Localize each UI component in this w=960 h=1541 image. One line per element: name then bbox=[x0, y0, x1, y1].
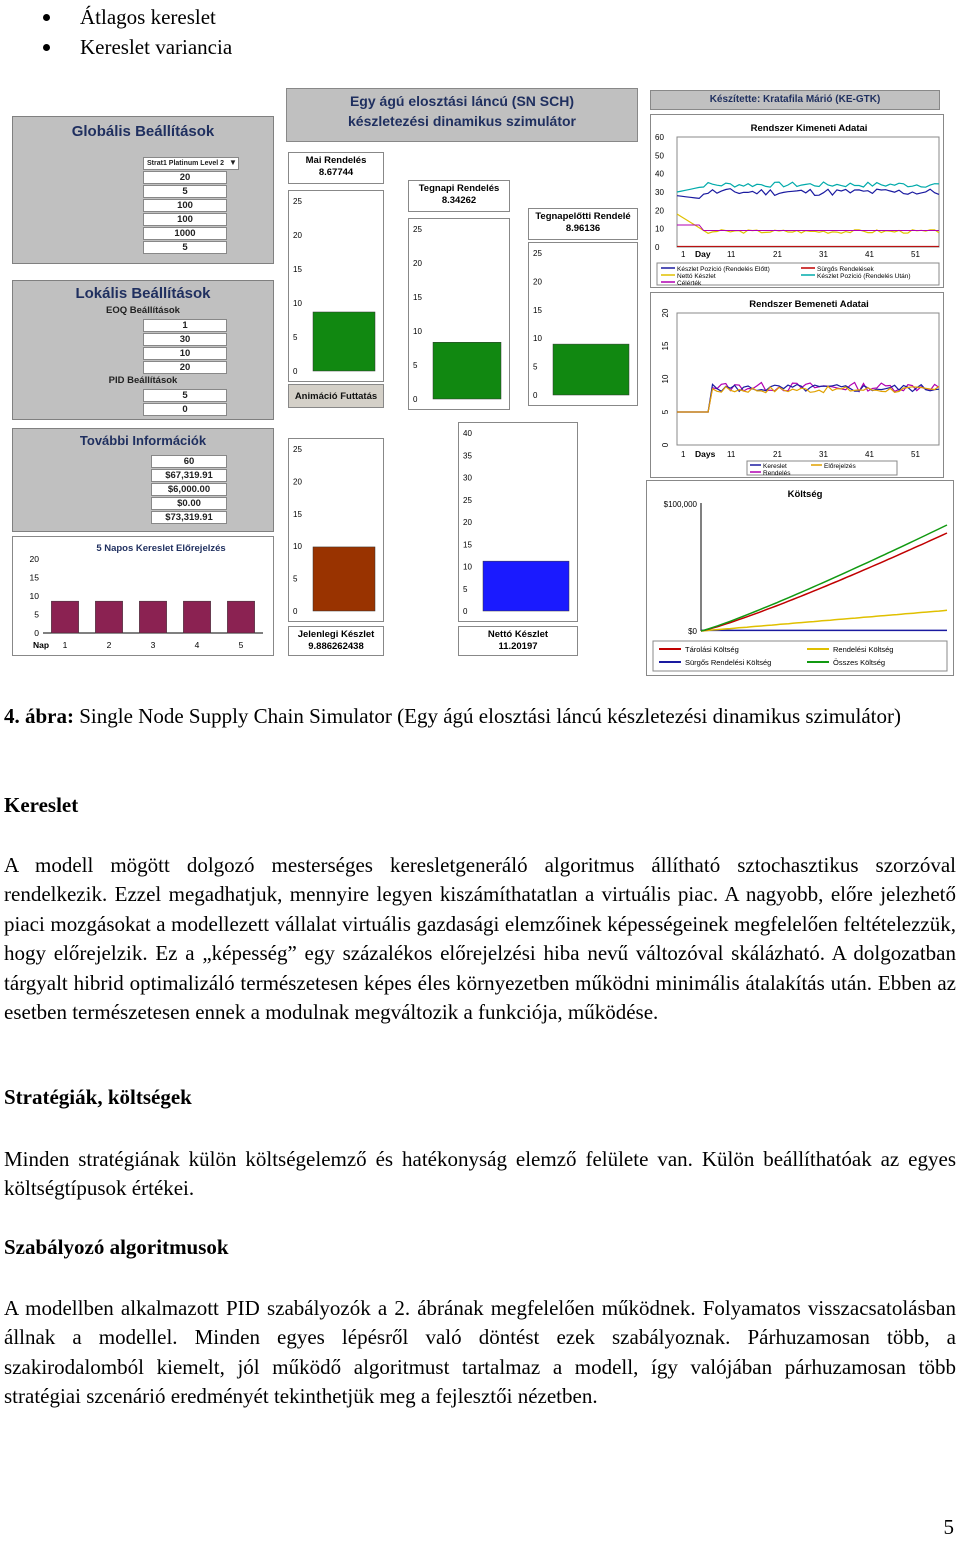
legend-entry: Összes Költség bbox=[833, 658, 886, 667]
tank-tick-label: 10 bbox=[463, 562, 472, 572]
author-banner bbox=[650, 90, 940, 110]
tank-tick-label: 20 bbox=[413, 259, 422, 268]
tank-svg bbox=[289, 439, 383, 621]
animation-run-button[interactable]: Animáció Futtatás bbox=[288, 384, 384, 408]
setting-input[interactable]: 5 bbox=[143, 185, 227, 198]
legend-entry: Kereslet bbox=[763, 463, 787, 470]
legend-entry: Rendelés bbox=[763, 470, 791, 477]
legend-entry: Készlet Pozíció (Rendelés Előtt) bbox=[677, 266, 770, 273]
y-tick-label: $0 bbox=[688, 627, 697, 636]
forecast-bar bbox=[139, 601, 166, 633]
legend-entry: Nettó Készlet bbox=[677, 273, 716, 280]
tank-tick-label: 20 bbox=[463, 518, 472, 527]
simulator-title-banner bbox=[286, 88, 638, 142]
tank-tick-label: 20 bbox=[293, 231, 302, 240]
output-chart-xlabel: Day bbox=[695, 249, 711, 259]
y-tick-label: 10 bbox=[29, 591, 39, 601]
author-text: Készítette: Kratafila Márió (KE-GTK) bbox=[709, 94, 881, 105]
legend-entry: Sürgős Rendelési Költség bbox=[685, 658, 772, 667]
cost-chart-svg bbox=[647, 481, 953, 675]
tank-tick-label: 35 bbox=[463, 451, 472, 461]
setting-input[interactable]: 30 bbox=[143, 333, 227, 346]
setting-input[interactable]: 5 bbox=[143, 241, 227, 254]
section-paragraph: Minden stratégiának külön költségelemző és hatékonyság elemző felülete van. Külön beállíthatóak az egyes költségtípusok értékei. bbox=[4, 1147, 956, 1201]
tank-tick-label: 15 bbox=[463, 540, 472, 550]
page-number: 5 bbox=[943, 1515, 954, 1539]
y-tick-label: 15 bbox=[661, 341, 670, 351]
section-paragraph: A modellben alkalmazott PID szabályozók a 2. ábrának megfelelően működnek. Folyamatos visszacsatolásban állnak a modellel. Minden egyes lépésről való döntést ezek szabályoznak. Párhuzamosan több, a szakirodalomból kiemelt, jól működő algoritmust tartalmaz a modell, így valójában párhuzamosan több stratégiai szcenárió eredményét tekinthetjük meg a fejlesztői nézetben. bbox=[4, 1296, 956, 1409]
info-panel bbox=[12, 428, 274, 532]
x-tick-label: 21 bbox=[773, 250, 782, 259]
tank-tick-label: 15 bbox=[293, 265, 302, 274]
tank-svg bbox=[289, 191, 383, 381]
plot-area bbox=[677, 313, 939, 445]
forecast-bar bbox=[95, 601, 122, 633]
bullet-item: Átlagos kereslet bbox=[40, 2, 232, 32]
strategy-select[interactable]: Strat1 Platinum Level 2 bbox=[143, 157, 239, 170]
y-tick-label: $100,000 bbox=[663, 500, 697, 509]
simulator-title-line1: Egy ágú elosztási láncú (SN SCH) bbox=[349, 93, 575, 109]
tank-tick-label: 30 bbox=[463, 473, 472, 483]
global-settings-panel bbox=[12, 116, 274, 264]
x-tick-label: 21 bbox=[773, 450, 782, 459]
x-tick-label: 1 bbox=[681, 450, 686, 459]
setting-input[interactable]: 0 bbox=[143, 403, 227, 416]
forecast-xlabel: Nap bbox=[32, 640, 50, 650]
tank-tick-label: 15 bbox=[533, 305, 542, 315]
output-chart bbox=[650, 114, 944, 288]
x-tick-label: 41 bbox=[865, 250, 874, 259]
forecast-bar bbox=[51, 601, 78, 633]
section-paragraph: A modell mögött dolgozó mesterséges keresletgeneráló algoritmus állítható sztochasztikus szorzóval rendelkezik. Ezzel megadhatjuk, mennyire legyen kiszámíthatatlan a virtuális piac. A nagyobb, előre jelezhető piaci mozgásokat a modellezett vállalat virtuális gazdasági elemzőinek képességeinek megfelelően feltételezzük, hogy előrejelzik. Ez a „képesség” egy százalékos előrejelzési hiba nevű változóval skálázható. A dolgozatban tárgyalt hibrid optimalizáló természetesen képes éles környezetben működni minimális átalakítás után. Ebben az esetben természetesen ennek a modulnak megváltozik a funkciója, működése. bbox=[4, 853, 956, 1025]
tank-tick-label: 10 bbox=[293, 542, 302, 552]
input-chart-xlabel: Days bbox=[695, 449, 716, 459]
jelenlegi-keszlet-tank bbox=[288, 438, 384, 622]
mai-rendeles-tank bbox=[288, 190, 384, 382]
tank-tick-label: 25 bbox=[533, 249, 542, 258]
tank-fill bbox=[313, 547, 375, 611]
forecast-bar bbox=[227, 601, 254, 633]
tank-tick-label: 20 bbox=[293, 477, 302, 487]
tank-fill bbox=[553, 344, 629, 395]
cost-chart bbox=[646, 480, 954, 676]
tank-tick-label: 0 bbox=[463, 607, 468, 616]
x-tick-label: 5 bbox=[238, 640, 244, 650]
input-chart bbox=[650, 292, 944, 478]
x-tick-label: 31 bbox=[819, 450, 828, 459]
tank-svg bbox=[529, 243, 637, 405]
figure-caption bbox=[4, 702, 956, 731]
tank-tick-label: 5 bbox=[293, 333, 298, 342]
tank-fill bbox=[433, 342, 501, 399]
tank-tick-label: 0 bbox=[293, 367, 298, 376]
y-tick-label: 0 bbox=[661, 442, 670, 448]
info-value: $67,319.91 bbox=[151, 469, 227, 482]
jelenlegi-keszlet-label: Jelenlegi Készlet 9.886262438 bbox=[288, 626, 384, 656]
y-tick-label: 20 bbox=[655, 206, 664, 216]
tank-tick-label: 40 bbox=[463, 429, 472, 438]
y-tick-label: 10 bbox=[655, 224, 664, 234]
tank-svg bbox=[409, 219, 509, 409]
tank-tick-label: 5 bbox=[413, 361, 418, 370]
tank-tick-label: 0 bbox=[413, 395, 418, 404]
figure-caption-text: Single Node Supply Chain Simulator (Egy ágú elosztási láncú készletezési dinamikus szimulátor) bbox=[74, 704, 901, 728]
y-tick-label: 10 bbox=[661, 374, 670, 384]
setting-input[interactable]: 5 bbox=[143, 389, 227, 402]
x-tick-label: 31 bbox=[819, 250, 828, 259]
tank-tick-label: 0 bbox=[533, 391, 538, 400]
section-heading: Stratégiák, költségek bbox=[4, 1085, 192, 1109]
netto-keszlet-tank bbox=[458, 422, 578, 622]
tegnapi-rendeles-tank bbox=[408, 218, 510, 410]
section-heading: Kereslet bbox=[4, 793, 79, 817]
y-tick-label: 60 bbox=[655, 133, 664, 142]
tank-tick-label: 25 bbox=[413, 225, 422, 234]
setting-input[interactable]: 1 bbox=[143, 319, 227, 332]
tank-tick-label: 5 bbox=[463, 584, 468, 594]
x-tick-label: 11 bbox=[727, 250, 736, 259]
info-value: 60 bbox=[151, 455, 227, 468]
input-chart-title: Rendszer Bemeneti Adatai bbox=[749, 299, 869, 310]
y-tick-label: 5 bbox=[661, 409, 670, 415]
tank-fill bbox=[313, 312, 375, 371]
tank-tick-label: 15 bbox=[413, 293, 422, 302]
forecast-chart-svg bbox=[13, 537, 273, 655]
figure-number: 4. ábra: bbox=[4, 704, 74, 728]
tank-tick-label: 5 bbox=[533, 362, 538, 372]
x-tick-label: 51 bbox=[911, 450, 920, 459]
legend-entry: Rendelési Költség bbox=[833, 645, 894, 654]
y-tick-label: 20 bbox=[661, 308, 670, 318]
y-tick-label: 20 bbox=[29, 554, 39, 564]
local-settings-title: Lokális Beállítások bbox=[75, 285, 211, 302]
y-tick-label: 40 bbox=[655, 169, 664, 179]
info-value: $6,000.00 bbox=[151, 483, 227, 496]
x-tick-label: 2 bbox=[106, 640, 112, 650]
tegnapi-rendeles-label: Tegnapi Rendelés 8.34262 bbox=[408, 180, 510, 212]
tank-fill bbox=[483, 561, 569, 611]
x-tick-label: 1 bbox=[62, 640, 68, 650]
y-tick-label: 0 bbox=[34, 628, 39, 638]
bullet-item: Kereslet variancia bbox=[40, 32, 232, 62]
tank-tick-label: 15 bbox=[293, 509, 302, 519]
y-tick-label: 50 bbox=[655, 151, 664, 161]
tank-tick-label: 20 bbox=[533, 277, 542, 287]
setting-input[interactable]: 100 bbox=[143, 213, 227, 226]
tank-tick-label: 25 bbox=[293, 445, 302, 454]
setting-input[interactable]: 1000 bbox=[143, 227, 227, 240]
y-tick-label: 30 bbox=[655, 188, 664, 197]
simulator-screenshot bbox=[8, 86, 956, 678]
info-value: $0.00 bbox=[151, 497, 227, 510]
tank-tick-label: 10 bbox=[293, 299, 302, 308]
tank-tick-label: 25 bbox=[293, 197, 302, 206]
x-tick-label: 11 bbox=[727, 450, 736, 459]
section-heading: Szabályozó algoritmusok bbox=[4, 1235, 229, 1259]
output-chart-title: Rendszer Kimeneti Adatai bbox=[750, 123, 868, 134]
tank-tick-label: 10 bbox=[533, 334, 542, 344]
tank-tick-label: 0 bbox=[293, 607, 298, 616]
mai-rendeles-label: Mai Rendelés 8.67744 bbox=[288, 152, 384, 184]
setting-input[interactable]: 20 bbox=[143, 171, 227, 184]
x-tick-label: 51 bbox=[911, 250, 920, 259]
tank-tick-label: 25 bbox=[463, 495, 472, 505]
setting-input[interactable]: 100 bbox=[143, 199, 227, 212]
x-tick-label: 3 bbox=[150, 640, 156, 650]
y-tick-label: 5 bbox=[34, 609, 39, 620]
legend-entry: Készlet Pozíció (Rendelés Után) bbox=[817, 273, 911, 280]
y-tick-label: 0 bbox=[655, 243, 660, 252]
series-line bbox=[701, 525, 947, 631]
tank-tick-label: 10 bbox=[413, 327, 422, 336]
forecast-title: 5 Napos Kereslet Előrejelzés bbox=[96, 543, 226, 554]
x-tick-label: 1 bbox=[681, 250, 686, 259]
output-chart-svg bbox=[651, 115, 943, 287]
local-settings-panel: Lokális Beállítások EOQ Beállítások 1 30 10 20 PID Beállítások 5 0 bbox=[12, 280, 274, 420]
global-settings-title: Globális Beállítások bbox=[71, 123, 215, 140]
tegnapelotti-rendeles-label: Tegnapelőtti Rendelé 8.96136 bbox=[528, 208, 638, 240]
x-tick-label: 4 bbox=[194, 640, 200, 650]
info-value: $73,319.91 bbox=[151, 511, 227, 524]
tegnapelotti-rendeles-tank bbox=[528, 242, 638, 406]
input-chart-svg bbox=[651, 293, 943, 477]
x-tick-label: 41 bbox=[865, 450, 874, 459]
tank-svg bbox=[459, 423, 577, 621]
bullet-list bbox=[40, 2, 232, 62]
legend-entry: Célérték bbox=[677, 280, 702, 287]
setting-input[interactable]: 20 bbox=[143, 361, 227, 374]
netto-keszlet-label: Nettó Készlet 11.20197 bbox=[458, 626, 578, 656]
cost-chart-title: Költség bbox=[787, 489, 823, 500]
legend-entry: Tárolási Költség bbox=[685, 645, 739, 654]
setting-input[interactable]: 10 bbox=[143, 347, 227, 360]
tank-tick-label: 5 bbox=[293, 574, 298, 584]
info-title: További Információk bbox=[79, 433, 207, 448]
legend-entry: Előrejelzés bbox=[824, 463, 856, 470]
forecast-bar bbox=[183, 601, 210, 633]
legend-entry: Sürgős Rendelések bbox=[817, 266, 874, 273]
y-tick-label: 15 bbox=[29, 572, 39, 583]
forecast-chart bbox=[12, 536, 274, 656]
simulator-title-line2: készletezési dinamikus szimulátor bbox=[348, 113, 576, 129]
chevron-down-icon[interactable]: ▼ bbox=[229, 158, 237, 167]
